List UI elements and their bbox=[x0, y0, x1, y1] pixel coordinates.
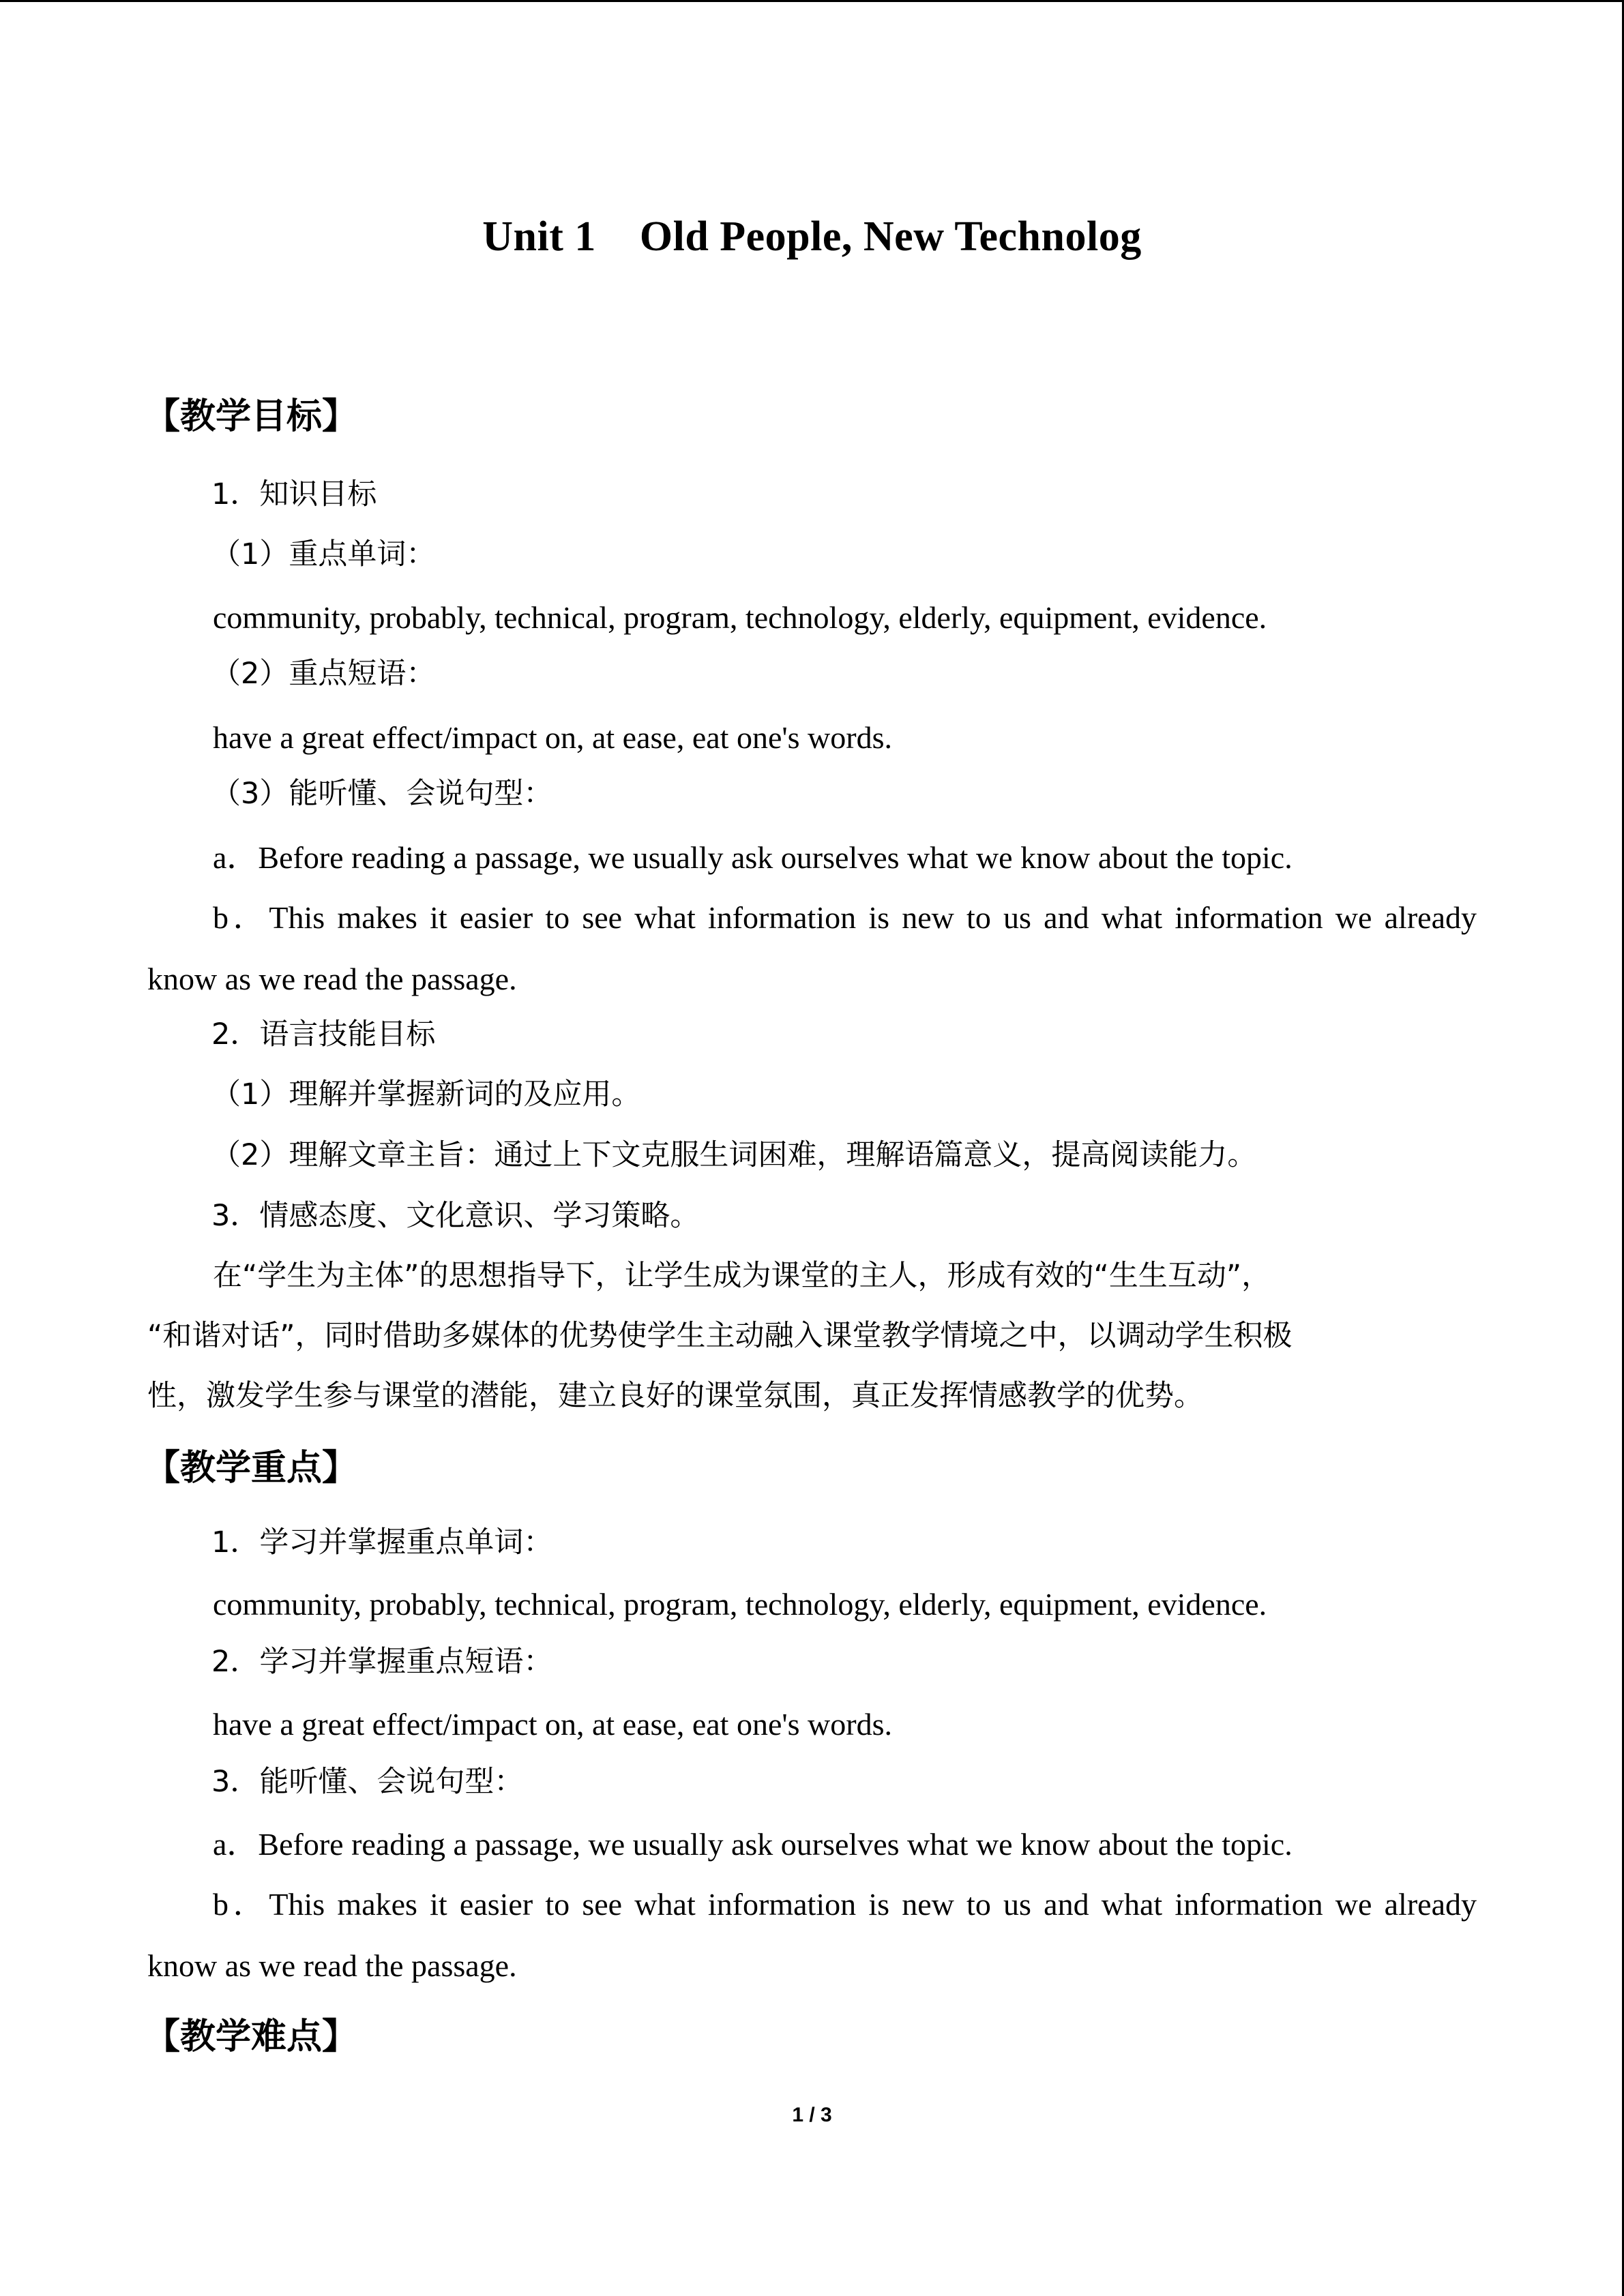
skills-item-2: （2）理解文章主旨：通过上下文克服生词困难，理解语篇意义，提高阅读能力。 bbox=[211, 1138, 1257, 1172]
key-points-item1-label: 1．学习并掌握重点单词： bbox=[211, 1525, 553, 1560]
key-points-item2-label: 2．学习并掌握重点短语： bbox=[211, 1645, 553, 1679]
key-words-label: （1）重点单词： bbox=[211, 537, 436, 571]
section-heading-difficulties: 【教学难点】 bbox=[145, 2016, 358, 2057]
skills-item-1: （1）理解并掌握新词的及应用。 bbox=[211, 1077, 641, 1112]
key-points-sentence-b-line1: b．This makes it easier to see what information is new to us and what information we already bbox=[213, 1887, 1477, 1922]
knowledge-title: 1．知识目标 bbox=[211, 477, 377, 511]
emotion-title: 3．情感态度、文化意识、学习策略。 bbox=[211, 1199, 700, 1233]
document-title: Unit 1 Old People, New Technolog bbox=[482, 213, 1142, 260]
skills-title: 2．语言技能目标 bbox=[211, 1017, 436, 1052]
key-points-item1-content: community, probably, technical, program, technology, elderly, equipment, evidence. bbox=[213, 1587, 1267, 1622]
sentences-label: （3）能听懂、会说句型： bbox=[211, 777, 553, 811]
emotion-paragraph-line2: “和谐对话”，同时借助多媒体的优势使学生主动融入课堂教学情境之中，以调动学生积极 bbox=[147, 1319, 1293, 1353]
key-phrases-list: have a great effect/impact on, at ease, eat one's words. bbox=[213, 720, 892, 755]
emotion-paragraph-line3: 性，激发学生参与课堂的潜能，建立良好的课堂氛围，真正发挥情感教学的优势。 bbox=[147, 1379, 1203, 1413]
key-points-sentence-a: a．Before reading a passage, we usually ask ourselves what we know about the topic. bbox=[213, 1827, 1293, 1862]
key-phrases-label: （2）重点短语： bbox=[211, 657, 436, 691]
section-heading-objectives: 【教学目标】 bbox=[145, 396, 358, 437]
key-words-list: community, probably, technical, program, technology, elderly, equipment, evidence. bbox=[213, 600, 1267, 635]
sentence-b-line1: b．This makes it easier to see what information is new to us and what information we already bbox=[213, 900, 1477, 935]
sentence-a: a．Before reading a passage, we usually ask ourselves what we know about the topic. bbox=[213, 840, 1293, 875]
key-points-item3-label: 3．能听懂、会说句型： bbox=[211, 1765, 524, 1799]
page-number: 1 / 3 bbox=[792, 2104, 832, 2126]
key-points-sentence-b-line2: know as we read the passage. bbox=[147, 1948, 517, 1983]
key-points-item2-content: have a great effect/impact on, at ease, eat one's words. bbox=[213, 1707, 892, 1742]
emotion-paragraph-line1: 在“学生为主体”的思想指导下，让学生成为课堂的主人，形成有效的“生生互动”， bbox=[213, 1259, 1271, 1293]
sentence-b-line2: know as we read the passage. bbox=[147, 961, 517, 996]
section-heading-key-points: 【教学重点】 bbox=[145, 1448, 358, 1489]
